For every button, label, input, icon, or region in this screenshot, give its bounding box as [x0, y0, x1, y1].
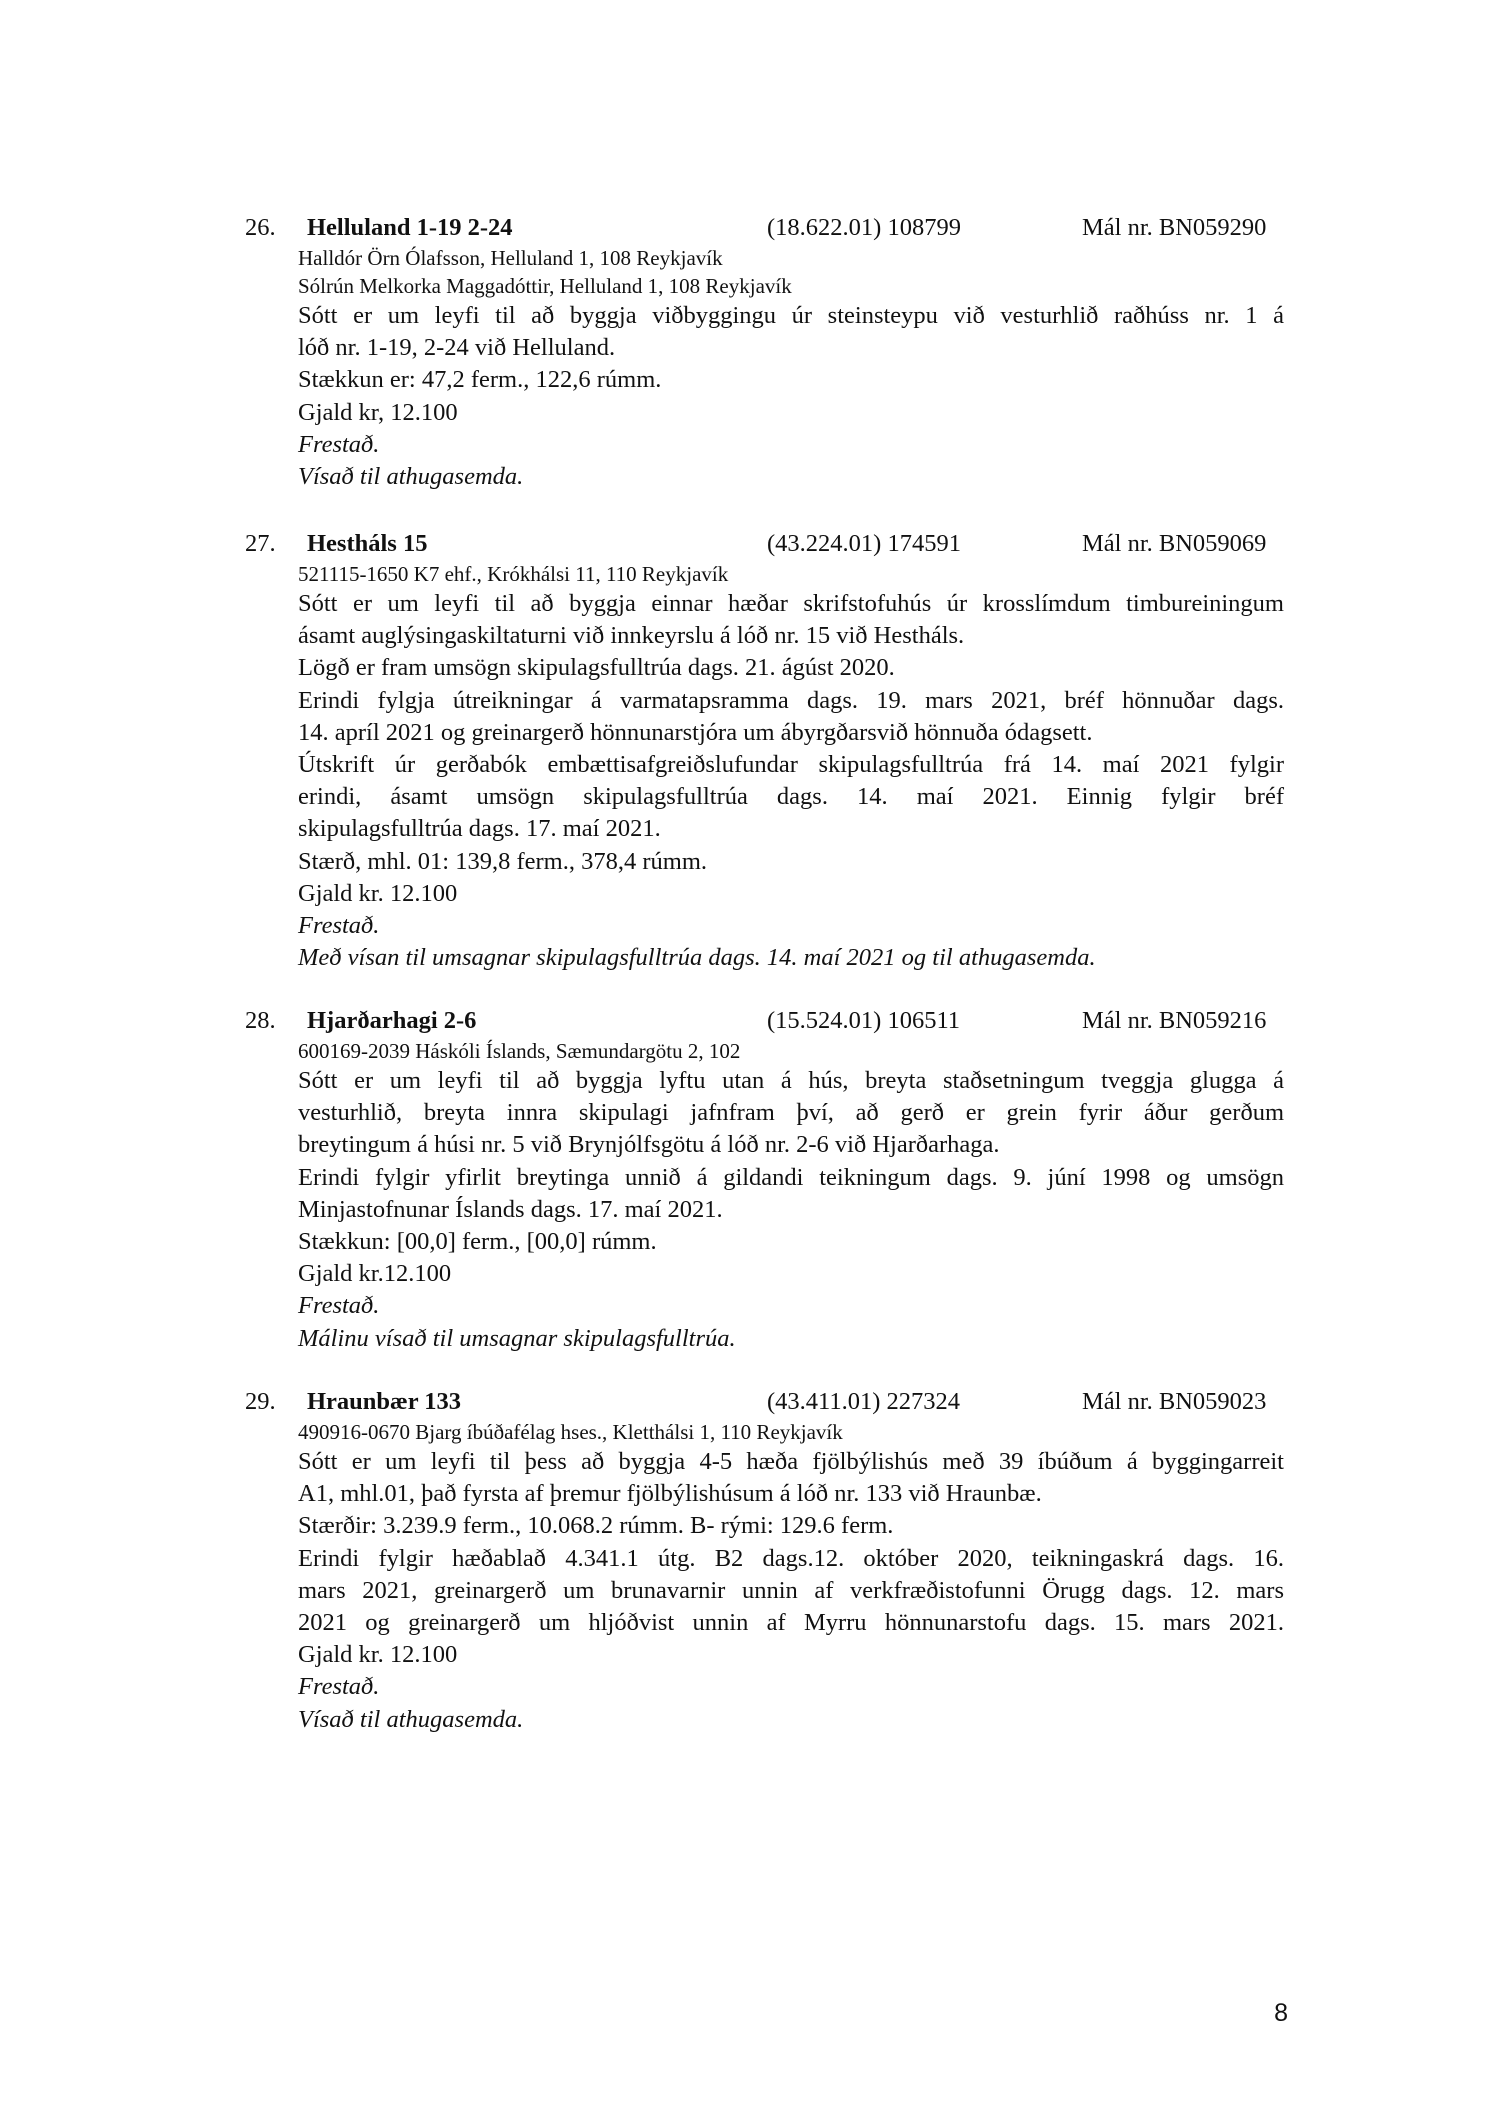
entry-case-number: Mál nr. BN059023 [1082, 1388, 1267, 1415]
text-line: Erindi fylgir yfirlit breytinga unnið á gildandi teikningum dags. 9. júní 1998 og umsögn [298, 1163, 1284, 1191]
agenda-entry-29 [245, 1386, 1295, 1736]
applicant-line: Sólrún Melkorka Maggadóttir, Helluland 1, 108 Reykjavík [298, 274, 792, 298]
text-line: mars 2021, greinargerð um brunavarnir unnin af verkfræðistofunni Örugg dags. 12. mars [298, 1576, 1284, 1604]
entry-case-number: Mál nr. BN059069 [1082, 530, 1267, 557]
entry-decision: Málinu vísað til umsagnar skipulagsfulltrúa. [298, 1324, 736, 1352]
entry-decision: Vísað til athugasemda. [298, 1705, 524, 1733]
text-line: Erindi fylgir hæðablað 4.341.1 útg. B2 dags.12. október 2020, teikningaskrá dags. 16. [298, 1544, 1284, 1572]
text-line: Útskrift úr gerðabók embættisafgreiðslufundar skipulagsfulltrúa frá 14. maí 2021 fylgir [298, 751, 1284, 779]
text-line: Gjald kr. 12.100 [298, 1641, 458, 1669]
agenda-entry-28 [245, 1005, 1295, 1355]
text-line: erindi, ásamt umsögn skipulagsfulltrúa dags. 14. maí 2021. Einnig fylgir bréf [298, 783, 1284, 811]
text-line: Gjald kr. 12.100 [298, 879, 458, 907]
entry-body [298, 1037, 1284, 1355]
entry-body [298, 560, 1284, 974]
entry-body [298, 244, 1284, 493]
entry-property-code: (18.622.01) 108799 [767, 214, 961, 241]
text-line: Gjald kr.12.100 [298, 1260, 452, 1288]
entry-status: Frestað. [298, 430, 380, 458]
text-line: ásamt auglýsingaskiltaturni við innkeyrslu á lóð nr. 15 við Hestháls. [298, 622, 965, 650]
text-line: lóð nr. 1-19, 2-24 við Helluland. [298, 334, 616, 362]
entry-number: 26. [245, 214, 276, 241]
applicant-line: 521115-1650 K7 ehf., Krókhálsi 11, 110 Reykjavík [298, 562, 729, 586]
entry-case-number: Mál nr. BN059216 [1082, 1007, 1267, 1034]
text-line: Minjastofnunar Íslands dags. 17. maí 2021. [298, 1195, 723, 1223]
entry-body [298, 1418, 1284, 1736]
entry-header [245, 1386, 1295, 1418]
entry-header [245, 1005, 1295, 1037]
text-line: breytingum á húsi nr. 5 við Brynjólfsgötu á lóð nr. 2-6 við Hjarðarhaga. [298, 1131, 1000, 1159]
text-line: 14. apríl 2021 og greinargerð hönnunarstjóra um ábyrgðarsvið hönnuða ódagsett. [298, 718, 1093, 746]
text-line: Stækkun er: 47,2 ferm., 122,6 rúmm. [298, 366, 662, 394]
entry-number: 27. [245, 530, 276, 557]
text-line: Sótt er um leyfi til að byggja einnar hæðar skrifstofuhús úr krosslímdum timbureiningum [298, 590, 1284, 617]
entry-number: 28. [245, 1007, 276, 1034]
entry-status: Frestað. [298, 912, 380, 940]
text-line: Stærð, mhl. 01: 139,8 ferm., 378,4 rúmm. [298, 847, 707, 875]
agenda-entry-26 [245, 212, 1295, 493]
text-line: Sótt er um leyfi til að byggja viðbyggingu úr steinsteypu við vesturhlið raðhúss nr. 1 á [298, 302, 1284, 329]
entry-decision: Með vísan til umsagnar skipulagsfulltrúa dags. 14. maí 2021 og til athugasemda. [298, 944, 1096, 972]
text-line: Stækkun: [00,0] ferm., [00,0] rúmm. [298, 1228, 657, 1256]
text-line: Sótt er um leyfi til að byggja lyftu utan á hús, breyta staðsetningum tveggja glugga á [298, 1067, 1284, 1094]
entry-title: Hjarðarhagi 2-6 [307, 1007, 477, 1034]
text-line: Stærðir: 3.239.9 ferm., 10.068.2 rúmm. B- rými: 129.6 ferm. [298, 1512, 894, 1540]
entry-title: Hraunbær 133 [307, 1388, 462, 1415]
text-line: Erindi fylgja útreikningar á varmatapsramma dags. 19. mars 2021, bréf hönnuðar dags. [298, 686, 1284, 714]
entry-header [245, 528, 1295, 560]
text-line: Sótt er um leyfi til þess að byggja 4-5 hæða fjölbýlishús með 39 íbúðum á byggingarreit [298, 1448, 1284, 1475]
text-line: A1, mhl.01, það fyrsta af þremur fjölbýlishúsum á lóð nr. 133 við Hraunbæ. [298, 1480, 1042, 1508]
text-line: Gjald kr, 12.100 [298, 398, 458, 426]
applicant-line: 490916-0670 Bjarg íbúðafélag hses., Kletthálsi 1, 110 Reykjavík [298, 1420, 843, 1444]
applicant-line: Halldór Örn Ólafsson, Helluland 1, 108 Reykjavík [298, 246, 723, 270]
applicant-line: 600169-2039 Háskóli Íslands, Sæmundargötu 2, 102 [298, 1039, 741, 1063]
entry-number: 29. [245, 1388, 276, 1415]
page-number: 8 [1274, 1999, 1288, 2027]
entry-property-code: (43.224.01) 174591 [767, 530, 961, 557]
entry-header [245, 212, 1295, 244]
entry-status: Frestað. [298, 1673, 380, 1701]
text-line: skipulagsfulltrúa dags. 17. maí 2021. [298, 815, 661, 843]
entry-title: Hestháls 15 [307, 530, 428, 557]
agenda-entry-27 [245, 528, 1295, 974]
entry-case-number: Mál nr. BN059290 [1082, 214, 1267, 241]
entry-decision: Vísað til athugasemda. [298, 463, 524, 491]
entry-title: Helluland 1-19 2-24 [307, 214, 513, 241]
entry-status: Frestað. [298, 1292, 380, 1320]
entry-property-code: (43.411.01) 227324 [767, 1388, 961, 1415]
text-line: 2021 og greinargerð um hljóðvist unnin af Myrru hönnunarstofu dags. 15. mars 2021. [298, 1609, 1284, 1637]
entry-property-code: (15.524.01) 106511 [767, 1007, 961, 1034]
text-line: vesturhlið, breyta innra skipulagi jafnfram því, að gerð er grein fyrir áður gerðum [298, 1099, 1284, 1127]
text-line: Lögð er fram umsögn skipulagsfulltrúa dags. 21. ágúst 2020. [298, 654, 895, 682]
